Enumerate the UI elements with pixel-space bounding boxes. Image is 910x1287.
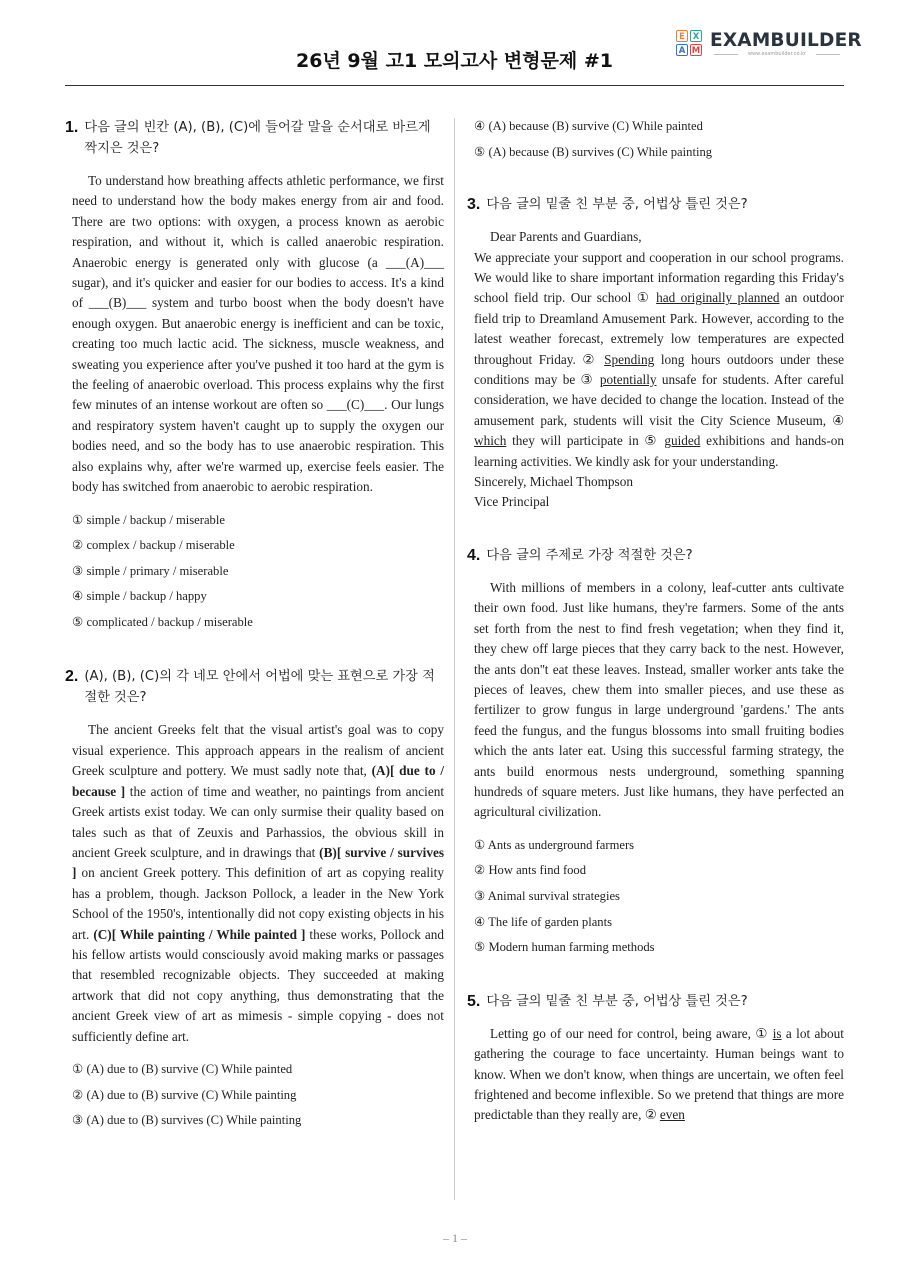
- page-title: 26년 9월 고1 모의고사 변형문제 #1: [296, 50, 613, 72]
- answer-options-continued: [474, 114, 844, 165]
- option-5[interactable]: ⑤ complicated / backup / miserable: [72, 614, 253, 629]
- passage-text: [474, 1024, 844, 1126]
- passage-text: [474, 248, 844, 472]
- logo-url: www.exambuilder.co.kr: [710, 51, 844, 57]
- passage-segment: an outdoor field trip to Dreamland Amusement Park. However, according to the latest weather forecast, extremely low temperatures are expected throughout Friday. ②: [474, 290, 845, 367]
- option-1[interactable]: ① Ants as underground farmers: [474, 837, 635, 852]
- choice-c: (C)[ While painting / While painted ]: [93, 926, 306, 942]
- closing: Sincerely, Michael Thompson: [474, 474, 633, 490]
- question-prompt: (A), (B), (C)의 각 네모 안에서 어법에 맞는 표현으로 가장 적절한 것은?: [84, 669, 435, 706]
- passage: [72, 720, 444, 1047]
- option-2[interactable]: ② complex / backup / miserable: [72, 538, 235, 553]
- column-divider: [454, 118, 455, 1200]
- left-column: [65, 117, 444, 1134]
- answer-options: [72, 508, 444, 636]
- passage-segment: We appreciate your support and cooperation in our school programs. We would like to share important information regarding this Friday's school field trip. Our school ①: [474, 249, 844, 306]
- passage-segment: they will participate in ⑤: [506, 433, 665, 449]
- underlined-2: even: [659, 1107, 685, 1123]
- option-2[interactable]: ② (A) due to (B) survive (C) While painting: [72, 1087, 297, 1102]
- question-prompt: 다음 글의 주제로 가장 적절한 것은?: [486, 547, 693, 563]
- passage: [474, 1024, 844, 1126]
- logo-wordmark: EXAMBUILDER: [710, 30, 862, 51]
- choice-b: (B)[ survive / survives ]: [72, 844, 444, 881]
- answer-options: [474, 833, 844, 961]
- passage-segment: The ancient Greeks felt that the visual artist's goal was to copy visual experience. This approach appears in the realism of ancient Greek sculpture and pottery. We must sadly note that,: [72, 722, 444, 779]
- exambuilder-logo: [676, 30, 862, 58]
- logo-cell-x: X: [690, 30, 702, 42]
- question-4: [467, 545, 844, 961]
- question-header: [65, 666, 444, 708]
- salutation: Dear Parents and Guardians,: [490, 229, 642, 245]
- choice-a: (A)[ due to / because ]: [72, 763, 444, 799]
- option-5[interactable]: ⑤ Modern human farming methods: [474, 940, 655, 955]
- question-prompt: 다음 글의 빈칸 (A), (B), (C)에 들어갈 말을 순서대로 바르게 짝지은 것은?: [84, 120, 431, 156]
- passage-text: To understand how breathing affects athletic performance, we first need to understand how the body makes energy from air and food. There are two options: with oxygen, a process known as aerobic respiration, and without it, which is called anaerobic respiration. Anaerobic energy is generated only with glucose (a ___(A)___ sugar), and it's quicker and easier for our bodies to access. It's a kind of ___(B)___ system and turbo boost when the body doesn't have enough oxygen. But anaerobic energy is inefficient and can be toxic, creating too much lactic acid. The sickness, muscle weakness, and sweating you experience after you've pushed it too hard at the gym is the feeling of anaerobic overload. This process explains why the first few minutes of an intense workout are often so ___(C)___. Our lungs and respiratory system haven't caught up to supply the oxygen our bodies need, and so the body has to use anaerobic respiration. This also explains why, after we're warmed up, exercise feels easier. The body has switched from anaerobic to aerobic respiration.: [72, 173, 444, 495]
- option-4[interactable]: ④ The life of garden plants: [474, 914, 613, 929]
- passage-segment: the action of time and weather, no paintings from ancient Greek artists exist today. We can only surmise their quality based on tales such as that of Zeuxis and Parhassios, the obvious skill in ancient Greek sculpture, and in drawings that: [72, 783, 445, 860]
- option-3[interactable]: ③ (A) due to (B) survives (C) While painting: [72, 1113, 302, 1128]
- underlined-1: is: [772, 1025, 782, 1041]
- passage-segment: on ancient Greek pottery. This definition of art as copying reality has a problem, though. Jackson Pollock, a leader in the New York School of the 1950's, intentionally did not copy existing objects in his art.: [72, 865, 444, 942]
- question-header: [467, 194, 844, 215]
- option-2[interactable]: ② How ants find food: [474, 863, 587, 878]
- passage-segment: Letting go of our need for control, being aware, ①: [490, 1025, 773, 1041]
- option-1[interactable]: ① simple / backup / miserable: [72, 512, 225, 527]
- underlined-1: had originally planned: [656, 290, 780, 306]
- passage: [474, 578, 844, 823]
- question-2: [65, 666, 444, 1133]
- passage-text: With millions of members in a colony, leaf-cutter ants cultivate their own food. Just like humans, they're farmers. Some of the ants set forth from the nest to find fresh vegetation; when they find it, they chew off large pieces that they carry back to the nest. However, the ants don''t eat these leaves. Instead, smaller worker ants take the pieces of leaves, chew them into smaller pieces, and use these as fertilizer to grow fungus in large underground 'gardens.' The ants feed the fungus, and the fungus blossoms into small fruiting bodies which the ants later eat. Using this successful farming strategy, the ants build enormous nests underground, something spanning hundreds of square meters. Just like humans, they have perfected an agricultural civilization.: [474, 579, 844, 820]
- option-4[interactable]: ④ (A) because (B) survive (C) While painted: [474, 119, 703, 133]
- passage-segment: a lot about gathering the courage to face uncertainty. Human beings want to know. When we don't know, when things are uncertain, we often feel frightened and become inflexible. So we pretend that things are more predictable than they really are, ②: [474, 1025, 844, 1123]
- option-3[interactable]: ③ simple / primary / miserable: [72, 563, 229, 578]
- logo-grid-icon: [676, 30, 704, 58]
- question-5: [467, 991, 844, 1126]
- logo-cell-a: A: [676, 44, 688, 56]
- question-number: 4.: [467, 546, 481, 564]
- logo-cell-m: M: [691, 46, 701, 56]
- underlined-3: potentially: [599, 372, 657, 388]
- underlined-2: Spending: [604, 351, 655, 367]
- option-1[interactable]: ① (A) due to (B) survive (C) While painted: [72, 1061, 293, 1076]
- signature-role: Vice Principal: [474, 494, 550, 510]
- question-header: [467, 991, 844, 1012]
- question-prompt: 다음 글의 밑줄 친 부분 중, 어법상 틀린 것은?: [486, 993, 748, 1009]
- underlined-4: which: [474, 433, 507, 449]
- question-3: [467, 194, 844, 513]
- option-5[interactable]: ⑤ (A) because (B) survives (C) While painting: [474, 144, 713, 159]
- question-number: 5.: [467, 992, 481, 1010]
- option-4[interactable]: ④ simple / backup / happy: [72, 589, 207, 604]
- passage-segment: these works, Pollock and his fellow artists would consciously avoid making marks or passages that resembled recognizable objects. They succeeded at making artwork that did not copy anything, thus demonstrating that the ancient Greek view of art as mimesis - simple copying - does not sufficiently define art.: [72, 926, 444, 1044]
- question-1: [65, 117, 444, 635]
- passage: [474, 227, 844, 513]
- page-number: – 1 –: [443, 1231, 467, 1245]
- passage-segment: exhibitions and hands-on learning activities. We kindly ask for your understanding.: [474, 433, 845, 469]
- underlined-5: guided: [664, 433, 701, 449]
- passage: [72, 171, 444, 498]
- logo-cell-e: E: [676, 30, 688, 42]
- question-number: 2.: [65, 668, 79, 686]
- question-number: 1.: [65, 119, 79, 136]
- answer-options: [72, 1057, 444, 1134]
- option-3[interactable]: ③ Animal survival strategies: [474, 888, 620, 903]
- right-column: [467, 114, 844, 1126]
- passage-segment: long hours outdoors under these conditions may be ③: [474, 351, 844, 388]
- question-prompt: 다음 글의 밑줄 친 부분 중, 어법상 틀린 것은?: [486, 197, 748, 213]
- passage-text: [72, 720, 444, 1047]
- page-header: [65, 0, 862, 86]
- question-header: [467, 545, 844, 566]
- question-number: 3.: [467, 196, 481, 214]
- passage-segment: unsafe for students. After careful consideration, we have decided to change the location. Instead of the amusement park, students will visit the City Science Museum, ④: [474, 372, 844, 428]
- question-header: [65, 117, 444, 159]
